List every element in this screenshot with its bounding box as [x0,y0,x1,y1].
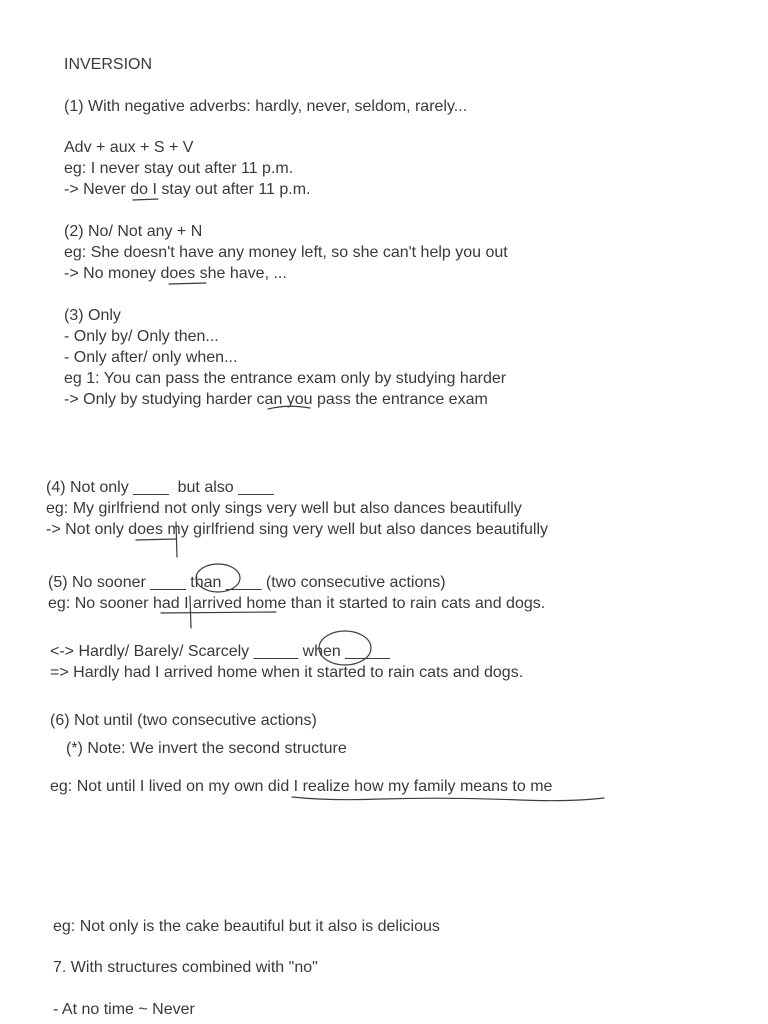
document-title: INVERSION [64,56,153,73]
text-line: eg: Not only is the cake beautiful but it also is delicious [53,918,440,935]
text-line: 7. With structures combined with "no" [53,959,318,976]
text-line: - Only by/ Only then... [64,328,219,345]
text-line: eg: No sooner had I arrived home than it started to rain cats and dogs. [48,595,546,612]
text-line: eg: I never stay out after 11 p.m. [64,160,294,177]
text-line: (3) Only [64,307,121,324]
text-line: (4) Not only ____ but also ____ [46,479,274,496]
text-line: eg 1: You can pass the entrance exam only by studying harder [64,370,507,387]
text-line: -> No money does she have, ... [64,265,287,282]
text-line: -> Not only does my girlfriend sing very well but also dances beautifully [46,521,549,538]
text-line: eg: My girlfriend not only sings very well but also dances beautifully [46,500,522,517]
text-line: => Hardly had I arrived home when it started to rain cats and dogs. [50,664,524,681]
text-line: Adv + aux + S + V [64,139,194,156]
underline-mark [292,797,604,801]
text-line: (1) With negative adverbs: hardly, never, seldom, rarely... [64,98,468,115]
text-line: - At no time ~ Never [53,1001,195,1018]
text-line: (2) No/ Not any + N [64,223,203,240]
text-line: -> Only by studying harder can you pass the entrance exam [64,391,488,408]
text-line: (6) Not until (two consecutive actions) [50,712,317,729]
text-line: <-> Hardly/ Barely/ Scarcely _____ when _____ [50,643,390,660]
text-line: eg: Not until I lived on my own did I realize how my family means to me [50,778,553,795]
text-line: eg: She doesn't have any money left, so she can't help you out [64,244,508,261]
text-line: (*) Note: We invert the second structure [66,740,347,757]
text-line: (5) No sooner ____ than ____ (two consecutive actions) [48,574,446,591]
text-line: -> Never do I stay out after 11 p.m. [64,181,311,198]
text-line: - Only after/ only when... [64,349,238,366]
